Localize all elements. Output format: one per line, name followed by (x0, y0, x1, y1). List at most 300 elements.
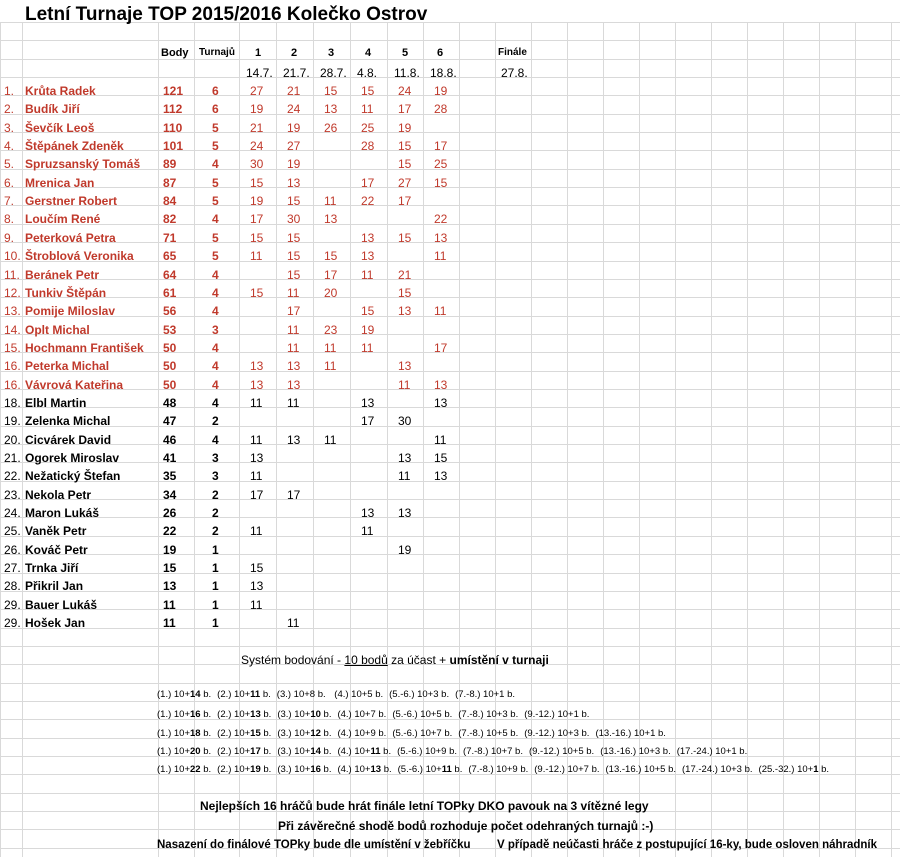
round-score-cell: 24 (287, 102, 301, 116)
round-score-cell: 11 (434, 249, 447, 263)
scoring-text: (2.) 10+ (217, 764, 251, 775)
round-score-cell: 15 (287, 231, 301, 245)
player-name-cell: Kováč Petr (25, 543, 88, 557)
round-score-cell: 15 (361, 304, 375, 318)
round-score-cell: 17 (434, 341, 448, 355)
rank-cell: 20. (4, 433, 21, 447)
scoring-entry (277, 689, 329, 700)
scoring-points: 16 (310, 764, 321, 775)
round-score-cell: 11 (434, 433, 447, 447)
scoring-entry (157, 709, 211, 720)
round-score-cell: 11 (287, 341, 300, 355)
player-name-cell: Trnka Jiří (25, 561, 79, 575)
round-score-cell: 13 (398, 304, 412, 318)
player-name-cell: Zelenka Michal (25, 414, 111, 428)
scoring-text: b. (200, 746, 212, 757)
tournaments-cell: 3 (212, 469, 219, 483)
scoring-text: (3.) 10+ (277, 709, 311, 720)
tournaments-cell: 5 (212, 176, 219, 190)
round-score-cell: 11 (398, 378, 411, 392)
scoring-entry (595, 728, 666, 739)
scoring-table-line (157, 690, 521, 700)
scoring-text: (4.) 10+5 b. (334, 689, 384, 700)
scoring-entry (392, 709, 452, 720)
scoring-text: (4.) 10+ (337, 764, 371, 775)
round-score-cell: 11 (361, 268, 374, 282)
round-score-cell: 11 (324, 194, 337, 208)
scoring-text: (3.) 10+ (277, 764, 311, 775)
scoring-points: 11 (370, 746, 381, 757)
points-cell: 13 (163, 579, 177, 593)
player-name-cell: Maron Lukáš (25, 506, 100, 520)
round-score-cell: 13 (361, 249, 375, 263)
round-score-cell: 20 (324, 286, 338, 300)
tournaments-cell: 1 (212, 561, 219, 575)
round-header-3: 3 (328, 47, 335, 59)
tournaments-cell: 2 (212, 488, 219, 502)
scoring-text: (1.) 10+ (157, 764, 191, 775)
scoring-entry (463, 746, 523, 757)
finale-date: 27.8. (501, 66, 528, 80)
scoring-text: b. (260, 689, 271, 700)
rank-cell: 11. (4, 268, 20, 282)
scoring-points: 16 (190, 709, 201, 720)
player-name-cell: Vávrová Kateřina (25, 378, 124, 392)
header-turnaju: Turnajů (199, 47, 235, 58)
scoring-text: (5.-6.) 10+9 b. (397, 746, 458, 757)
tournaments-cell: 4 (212, 212, 219, 226)
round-score-cell: 13 (324, 102, 338, 116)
round-date-2: 21.7. (283, 66, 310, 80)
player-name-cell: Přikril Jan (25, 579, 84, 593)
round-score-cell: 13 (287, 433, 301, 447)
scoring-text: (9.-12.) 10+3 b. (524, 728, 590, 739)
rank-cell: 16. (4, 359, 21, 373)
player-name-cell: Krůta Radek (25, 84, 96, 98)
round-score-cell: 13 (287, 176, 301, 190)
player-name-cell: Gerstner Robert (25, 194, 118, 208)
rank-cell: 4. (4, 139, 15, 153)
points-cell: 87 (163, 176, 177, 190)
round-score-cell: 11 (361, 341, 374, 355)
scoring-text: b. (320, 746, 332, 757)
round-date-1: 14.7. (246, 66, 273, 80)
round-score-cell: 11 (250, 524, 263, 538)
round-score-cell: 17 (250, 488, 264, 502)
rank-cell: 10. (4, 249, 21, 263)
round-score-cell: 13 (250, 579, 264, 593)
round-score-cell: 11 (287, 616, 300, 630)
tournaments-cell: 4 (212, 378, 219, 392)
round-score-cell: 15 (398, 157, 412, 171)
scoring-text: (13.-16.) 10+5 b. (605, 764, 677, 775)
tournaments-cell: 5 (212, 231, 219, 245)
scoring-entry (337, 728, 386, 739)
scoring-entry (534, 764, 599, 775)
round-score-cell: 13 (361, 396, 375, 410)
player-name-cell: Cicvárek David (25, 433, 112, 447)
scoring-text: b. (260, 746, 272, 757)
player-name-cell: Beránek Petr (25, 268, 100, 282)
player-name-cell: Peterková Petra (25, 231, 116, 245)
round-score-cell: 13 (250, 378, 264, 392)
scoring-underlined: 10 bodů (344, 653, 388, 667)
player-name-cell: Ševčík Leoš (25, 121, 95, 135)
scoring-entry (217, 764, 271, 775)
round-score-cell: 11 (250, 598, 263, 612)
scoring-points: 13 (370, 764, 382, 775)
points-cell: 48 (163, 396, 177, 410)
scoring-text: b. (818, 764, 830, 775)
player-name-cell: Hochmann František (25, 341, 144, 355)
header-body: Body (161, 47, 189, 59)
points-cell: 53 (163, 323, 177, 337)
round-score-cell: 30 (398, 414, 412, 428)
points-cell: 26 (163, 506, 177, 520)
scoring-text: b. (451, 764, 463, 775)
scoring-points: 13 (250, 709, 261, 720)
player-name-cell: Vaněk Petr (25, 524, 87, 538)
round-score-cell: 11 (398, 469, 411, 483)
scoring-text: (5.-6.) 10+3 b. (389, 689, 450, 700)
scoring-text: (7.-8.) 10+7 b. (463, 746, 523, 757)
player-name-cell: Štěpánek Zdeněk (25, 139, 124, 153)
scoring-entry (389, 689, 449, 700)
points-cell: 110 (163, 121, 183, 135)
round-score-cell: 19 (287, 157, 301, 171)
round-score-cell: 24 (250, 139, 264, 153)
round-score-cell: 22 (361, 194, 375, 208)
round-score-cell: 22 (434, 212, 448, 226)
tournaments-cell: 1 (212, 616, 219, 630)
note-line-3b: V případě neúčasti hráče z postupující 16-ky, bude osloven náhradník (497, 839, 878, 851)
scoring-entry (398, 764, 463, 775)
round-score-cell: 15 (324, 84, 338, 98)
scoring-text: (3.) 10+ (277, 728, 311, 739)
scoring-entry (606, 764, 677, 775)
scoring-entry (277, 746, 331, 757)
round-header-2: 2 (291, 47, 298, 59)
scoring-prefix: Systém bodování - (241, 653, 345, 667)
round-date-6: 18.8. (430, 66, 457, 80)
tournaments-cell: 4 (212, 268, 219, 282)
scoring-system-line (241, 654, 549, 666)
round-score-cell: 24 (398, 84, 412, 98)
player-name-cell: Tunkiv Štěpán (25, 286, 107, 300)
tournaments-cell: 6 (212, 84, 219, 98)
scoring-text (326, 689, 329, 700)
scoring-points: 10 (310, 709, 321, 720)
points-cell: 101 (163, 139, 184, 153)
scoring-entry (337, 746, 391, 757)
scoring-entry (217, 689, 271, 700)
points-cell: 121 (163, 84, 184, 98)
scoring-text: (4.) 10+ (337, 746, 371, 757)
scoring-text: (17.-24.) 10+3 b. (682, 764, 753, 775)
points-cell: 34 (163, 488, 177, 502)
tournaments-cell: 2 (212, 506, 219, 520)
round-score-cell: 15 (434, 176, 448, 190)
round-score-cell: 25 (434, 157, 448, 171)
round-score-cell: 17 (434, 139, 448, 153)
round-score-cell: 15 (287, 249, 301, 263)
scoring-entry (217, 728, 271, 739)
round-score-cell: 13 (434, 396, 448, 410)
scoring-text: (9.-12.) 10+7 b. (534, 764, 600, 775)
scoring-entry (334, 689, 383, 700)
scoring-points: 19 (250, 764, 261, 775)
round-score-cell: 17 (361, 414, 375, 428)
scoring-entry (277, 728, 331, 739)
scoring-bold: umístění v turnaji (449, 653, 549, 667)
tournaments-cell: 1 (212, 543, 219, 557)
round-score-cell: 26 (324, 121, 338, 135)
round-score-cell: 13 (361, 506, 375, 520)
scoring-text: (9.-12.) 10+5 b. (528, 746, 595, 757)
scoring-points: 12 (310, 728, 321, 739)
scoring-entry (217, 709, 271, 720)
round-score-cell: 17 (398, 194, 412, 208)
round-score-cell: 30 (287, 212, 301, 226)
scoring-text: (4.) 10+7 b. (337, 709, 387, 720)
round-score-cell: 21 (398, 268, 412, 282)
scoring-text: (1.) 10+ (157, 709, 191, 720)
scoring-entry (157, 746, 211, 757)
round-score-cell: 21 (287, 84, 301, 98)
scoring-text: (2.) 10+ (217, 746, 251, 757)
scoring-points: 1 (813, 764, 819, 775)
scoring-points: 18 (190, 728, 201, 739)
round-score-cell: 11 (361, 102, 374, 116)
points-cell: 71 (163, 231, 177, 245)
tournaments-cell: 4 (212, 359, 219, 373)
tournaments-cell: 3 (212, 451, 219, 465)
points-cell: 112 (163, 102, 183, 116)
round-score-cell: 15 (324, 249, 338, 263)
round-score-cell: 15 (398, 139, 412, 153)
round-score-cell: 19 (250, 194, 264, 208)
points-cell: 11 (163, 616, 176, 630)
rank-cell: 1. (4, 84, 15, 98)
round-score-cell: 15 (434, 451, 448, 465)
points-cell: 64 (163, 268, 177, 282)
rank-cell: 19. (4, 414, 21, 428)
scoring-entry (458, 728, 518, 739)
scoring-entry (524, 709, 589, 720)
scoring-entry (277, 764, 331, 775)
round-score-cell: 23 (324, 323, 338, 337)
points-cell: 89 (163, 157, 177, 171)
scoring-points: 14 (310, 746, 321, 757)
scoring-points: 14 (190, 689, 201, 700)
scoring-points: 20 (190, 746, 201, 757)
scoring-text: (17.-24.) 10+1 b. (676, 746, 748, 757)
rank-cell: 9. (4, 231, 15, 245)
points-cell: 50 (163, 378, 177, 392)
scoring-entry (337, 764, 391, 775)
scoring-text: (5.-6.) 10+5 b. (392, 709, 453, 720)
scoring-points: 17 (250, 746, 261, 757)
round-score-cell: 19 (250, 102, 264, 116)
scoring-table-line (157, 710, 595, 720)
round-score-cell: 17 (287, 488, 301, 502)
round-score-cell: 13 (324, 212, 338, 226)
rank-cell: 15. (4, 341, 21, 355)
scoring-middle: za účast + (387, 653, 450, 667)
points-cell: 41 (163, 451, 177, 465)
round-score-cell: 19 (361, 323, 375, 337)
scoring-text: (7.-8.) 10+1 b. (455, 689, 516, 700)
points-cell: 65 (163, 249, 177, 263)
scoring-text: b. (200, 764, 212, 775)
rank-cell: 5. (4, 157, 15, 171)
round-score-cell: 19 (434, 84, 448, 98)
scoring-entry (759, 764, 830, 775)
scoring-table-line (157, 747, 753, 757)
scoring-entry (157, 728, 211, 739)
round-score-cell: 13 (434, 469, 448, 483)
round-header-5: 5 (402, 47, 409, 59)
round-score-cell: 27 (398, 176, 412, 190)
round-date-5: 11.8. (394, 66, 420, 80)
rank-cell: 29. (4, 616, 21, 630)
scoring-table-line (157, 729, 672, 739)
scoring-text: (7.-8.) 10+5 b. (458, 728, 519, 739)
round-score-cell: 13 (434, 231, 448, 245)
points-cell: 19 (163, 543, 177, 557)
scoring-entry (682, 764, 753, 775)
player-name-cell: Ogorek Miroslav (25, 451, 120, 465)
tournaments-cell: 4 (212, 433, 219, 447)
round-score-cell: 15 (287, 194, 301, 208)
player-name-cell: Budík Jiří (25, 102, 80, 116)
scoring-text: (25.-32.) 10+ (758, 764, 814, 775)
scoring-text: (1.) 10+ (157, 689, 191, 700)
scoring-text: b. (200, 709, 212, 720)
points-cell: 56 (163, 304, 177, 318)
scoring-text: b. (380, 746, 392, 757)
player-name-cell: Bauer Lukáš (25, 598, 98, 612)
round-score-cell: 11 (324, 359, 337, 373)
round-score-cell: 17 (250, 212, 264, 226)
player-name-cell: Peterka Michal (25, 359, 110, 373)
scoring-points: 11 (441, 764, 452, 775)
tournaments-cell: 1 (212, 598, 219, 612)
tournaments-cell: 4 (212, 157, 219, 171)
rank-cell: 24. (4, 506, 21, 520)
round-score-cell: 15 (287, 268, 301, 282)
tournaments-cell: 3 (212, 323, 219, 337)
round-score-cell: 11 (324, 341, 337, 355)
scoring-text: (3.) 10+8 b. (276, 689, 326, 700)
points-cell: 15 (163, 561, 177, 575)
scoring-text: (2.) 10+ (217, 728, 251, 739)
tournaments-cell: 1 (212, 579, 219, 593)
scoring-entry (529, 746, 594, 757)
note-line-2: Při závěrečné shodě bodů rozhoduje počet odehraných turnajů :-) (278, 819, 654, 833)
rank-cell: 21. (4, 451, 21, 465)
rank-cell: 18. (4, 396, 21, 410)
round-score-cell: 15 (250, 561, 264, 575)
round-score-cell: 13 (287, 359, 301, 373)
round-score-cell: 17 (287, 304, 301, 318)
round-score-cell: 25 (361, 121, 375, 135)
scoring-entry (157, 689, 211, 700)
scoring-text: (13.-16.) 10+1 b. (595, 728, 666, 739)
points-cell: 46 (163, 433, 177, 447)
round-score-cell: 11 (250, 396, 263, 410)
scoring-entry (458, 709, 518, 720)
tournaments-cell: 4 (212, 396, 219, 410)
player-name-cell: Loučím René (25, 212, 101, 226)
tournaments-cell: 5 (212, 249, 219, 263)
scoring-text: b. (200, 689, 212, 700)
tournaments-cell: 4 (212, 304, 219, 318)
scoring-points: 11 (250, 689, 261, 700)
scoring-points: 22 (190, 764, 201, 775)
round-header-4: 4 (365, 47, 372, 59)
scoring-table-line (157, 765, 835, 775)
round-score-cell: 11 (287, 286, 300, 300)
round-score-cell: 13 (287, 378, 301, 392)
scoring-text: (4.) 10+9 b. (337, 728, 387, 739)
scoring-text: (9.-12.) 10+1 b. (524, 709, 590, 720)
round-score-cell: 13 (398, 506, 412, 520)
points-cell: 47 (163, 414, 177, 428)
round-score-cell: 15 (398, 231, 412, 245)
scoring-entry (677, 746, 748, 757)
rank-cell: 23. (4, 488, 21, 502)
rank-cell: 6. (4, 176, 15, 190)
scoring-entry (397, 746, 457, 757)
rank-cell: 25. (4, 524, 21, 538)
round-score-cell: 11 (250, 249, 263, 263)
round-score-cell: 13 (250, 359, 264, 373)
round-score-cell: 11 (250, 433, 263, 447)
player-name-cell: Oplt Michal (25, 323, 90, 337)
rank-cell: 12. (4, 286, 21, 300)
round-header-1: 1 (255, 47, 262, 59)
scoring-text: (7.-8.) 10+9 b. (468, 764, 529, 775)
scoring-text: (5.-6.) 10+ (397, 764, 442, 775)
rank-cell: 7. (4, 194, 15, 208)
round-score-cell: 11 (361, 524, 374, 538)
round-score-cell: 13 (434, 378, 448, 392)
scoring-text: (3.) 10+ (277, 746, 311, 757)
scoring-entry (277, 709, 331, 720)
header-finale: Finále (498, 47, 527, 58)
scoring-entry (600, 746, 671, 757)
round-score-cell: 28 (361, 139, 375, 153)
player-name-cell: Štroblová Veronika (25, 249, 134, 263)
scoring-text: b. (260, 709, 272, 720)
round-score-cell: 17 (361, 176, 375, 190)
rank-cell: 27. (4, 561, 21, 575)
tournaments-cell: 2 (212, 524, 219, 538)
round-score-cell: 28 (434, 102, 448, 116)
page-title: Letní Turnaje TOP 2015/2016 Kolečko Ostrov (25, 4, 428, 25)
round-score-cell: 11 (324, 433, 337, 447)
scoring-text: b. (320, 728, 332, 739)
rank-cell: 28. (4, 579, 21, 593)
scoring-text: (5.-6.) 10+7 b. (392, 728, 453, 739)
round-score-cell: 13 (361, 231, 375, 245)
note-line-3a: Nasazení do finálové TOPky bude dle umístění v žebříčku (157, 839, 471, 851)
scoring-text: b. (320, 764, 332, 775)
points-cell: 82 (163, 212, 177, 226)
rank-cell: 2. (4, 102, 15, 116)
round-score-cell: 27 (287, 139, 301, 153)
